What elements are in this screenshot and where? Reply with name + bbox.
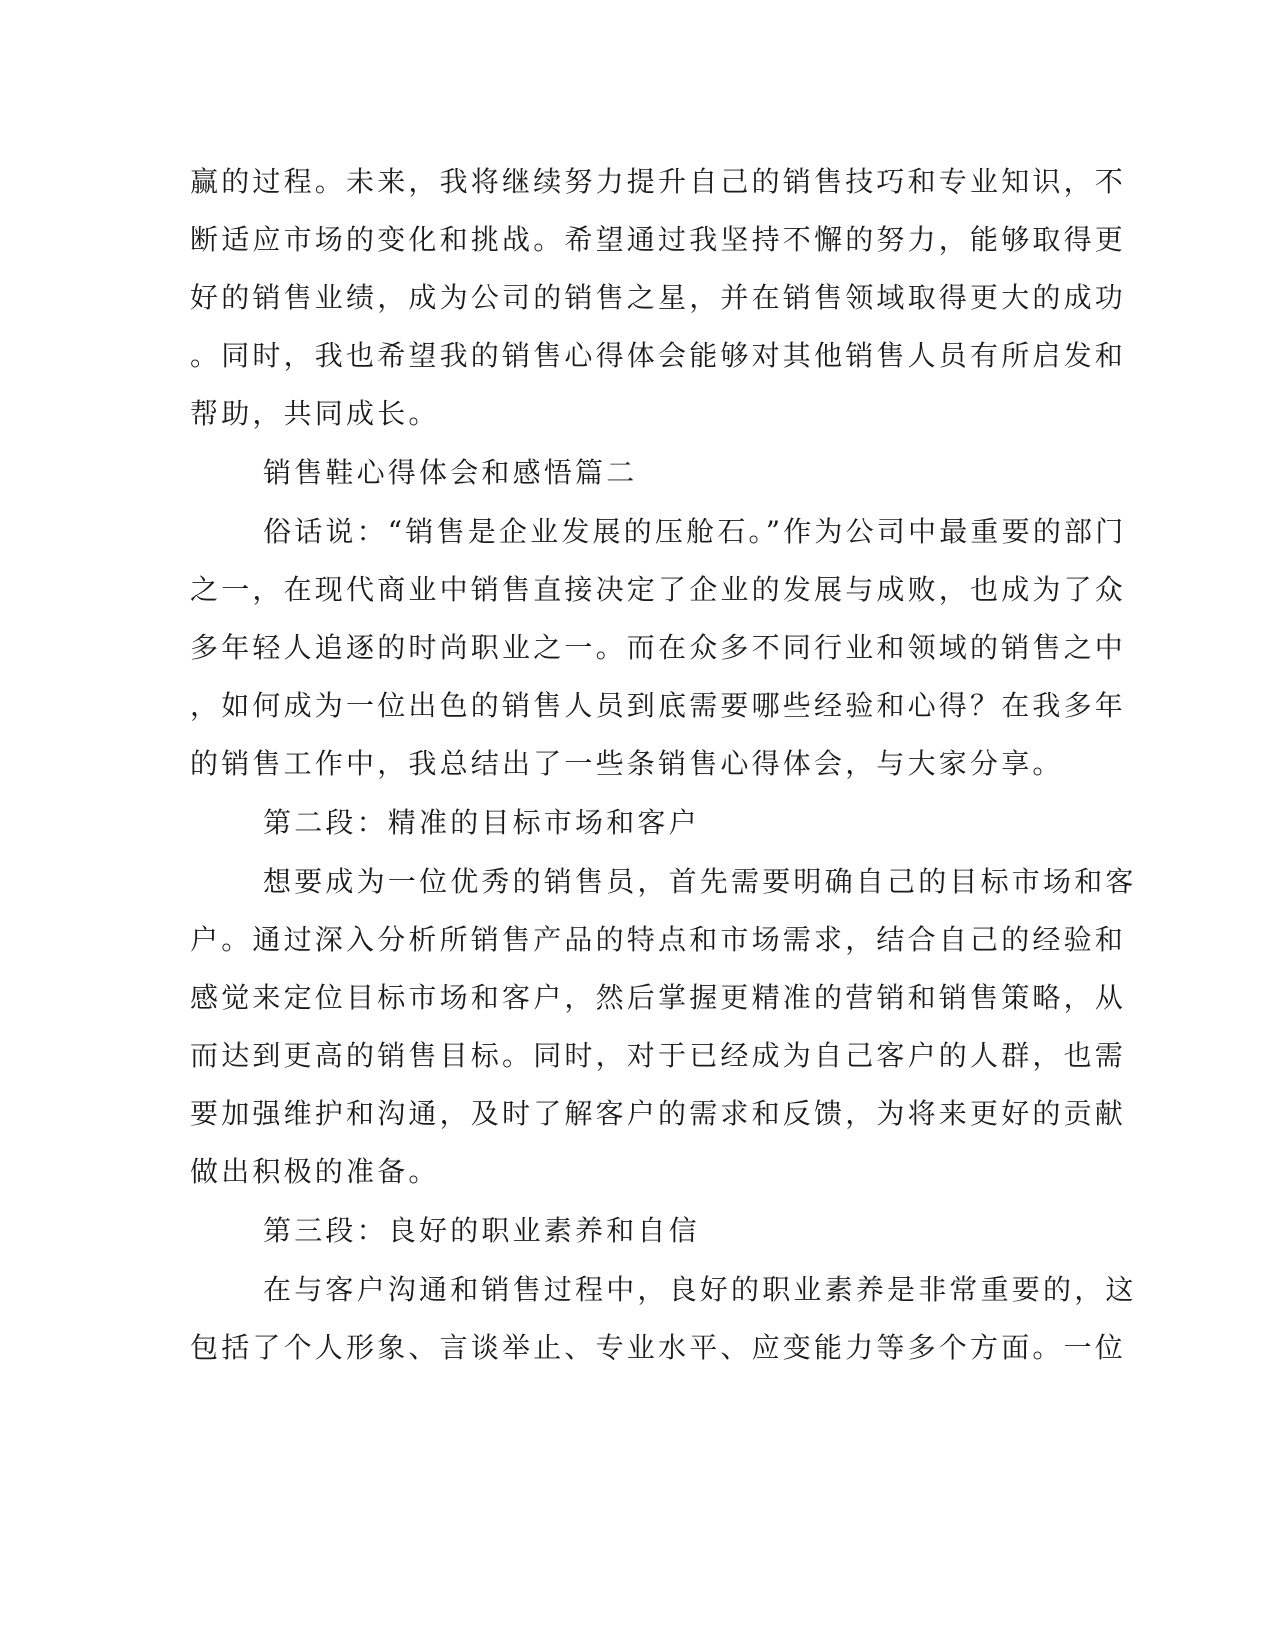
text-line: 之一，在现代商业中销售直接决定了企业的发展与成败，也成为了众 xyxy=(190,573,1127,606)
text-line: 断适应市场的变化和挑战。希望通过我坚持不懈的努力，能够取得更 xyxy=(190,223,1127,256)
text-line: ，如何成为一位出色的销售人员到底需要哪些经验和心得？在我多年 xyxy=(190,689,1127,722)
section-heading: 第三段：良好的职业素养和自信 xyxy=(263,1214,700,1247)
text-line: 好的销售业绩，成为公司的销售之星，并在销售领域取得更大的成功 xyxy=(190,281,1127,314)
text-line: 在与客户沟通和销售过程中，良好的职业素养是非常重要的，这 xyxy=(263,1273,1137,1306)
text-line: 做出积极的准备。 xyxy=(190,1155,440,1188)
text-line: 多年轻人追逐的时尚职业之一。而在众多不同行业和领域的销售之中 xyxy=(190,631,1127,664)
text-line: 而达到更高的销售目标。同时，对于已经成为自己客户的人群，也需 xyxy=(190,1039,1127,1072)
text-line: 赢的过程。未来，我将继续努力提升自己的销售技巧和专业知识，不 xyxy=(190,165,1127,198)
text-line: 。同时，我也希望我的销售心得体会能够对其他销售人员有所启发和 xyxy=(190,339,1127,372)
text-line: 包括了个人形象、言谈举止、专业水平、应变能力等多个方面。一位 xyxy=(190,1331,1127,1364)
text-line: 想要成为一位优秀的销售员，首先需要明确自己的目标市场和客 xyxy=(263,865,1137,898)
text-line: 的销售工作中，我总结出了一些条销售心得体会，与大家分享。 xyxy=(190,747,1064,780)
text-line: 俗话说：“销售是企业发展的压舱石。”作为公司中最重要的部门 xyxy=(263,515,1127,548)
text-line: 要加强维护和沟通，及时了解客户的需求和反馈，为将来更好的贡献 xyxy=(190,1097,1127,1130)
text-line: 帮助，共同成长。 xyxy=(190,397,440,430)
section-heading: 第二段：精准的目标市场和客户 xyxy=(263,806,700,839)
text-line: 感觉来定位目标市场和客户，然后掌握更精准的营销和销售策略，从 xyxy=(190,981,1127,1014)
section-heading: 销售鞋心得体会和感悟篇二 xyxy=(263,456,638,489)
text-line: 户。通过深入分析所销售产品的特点和市场需求，结合自己的经验和 xyxy=(190,923,1127,956)
